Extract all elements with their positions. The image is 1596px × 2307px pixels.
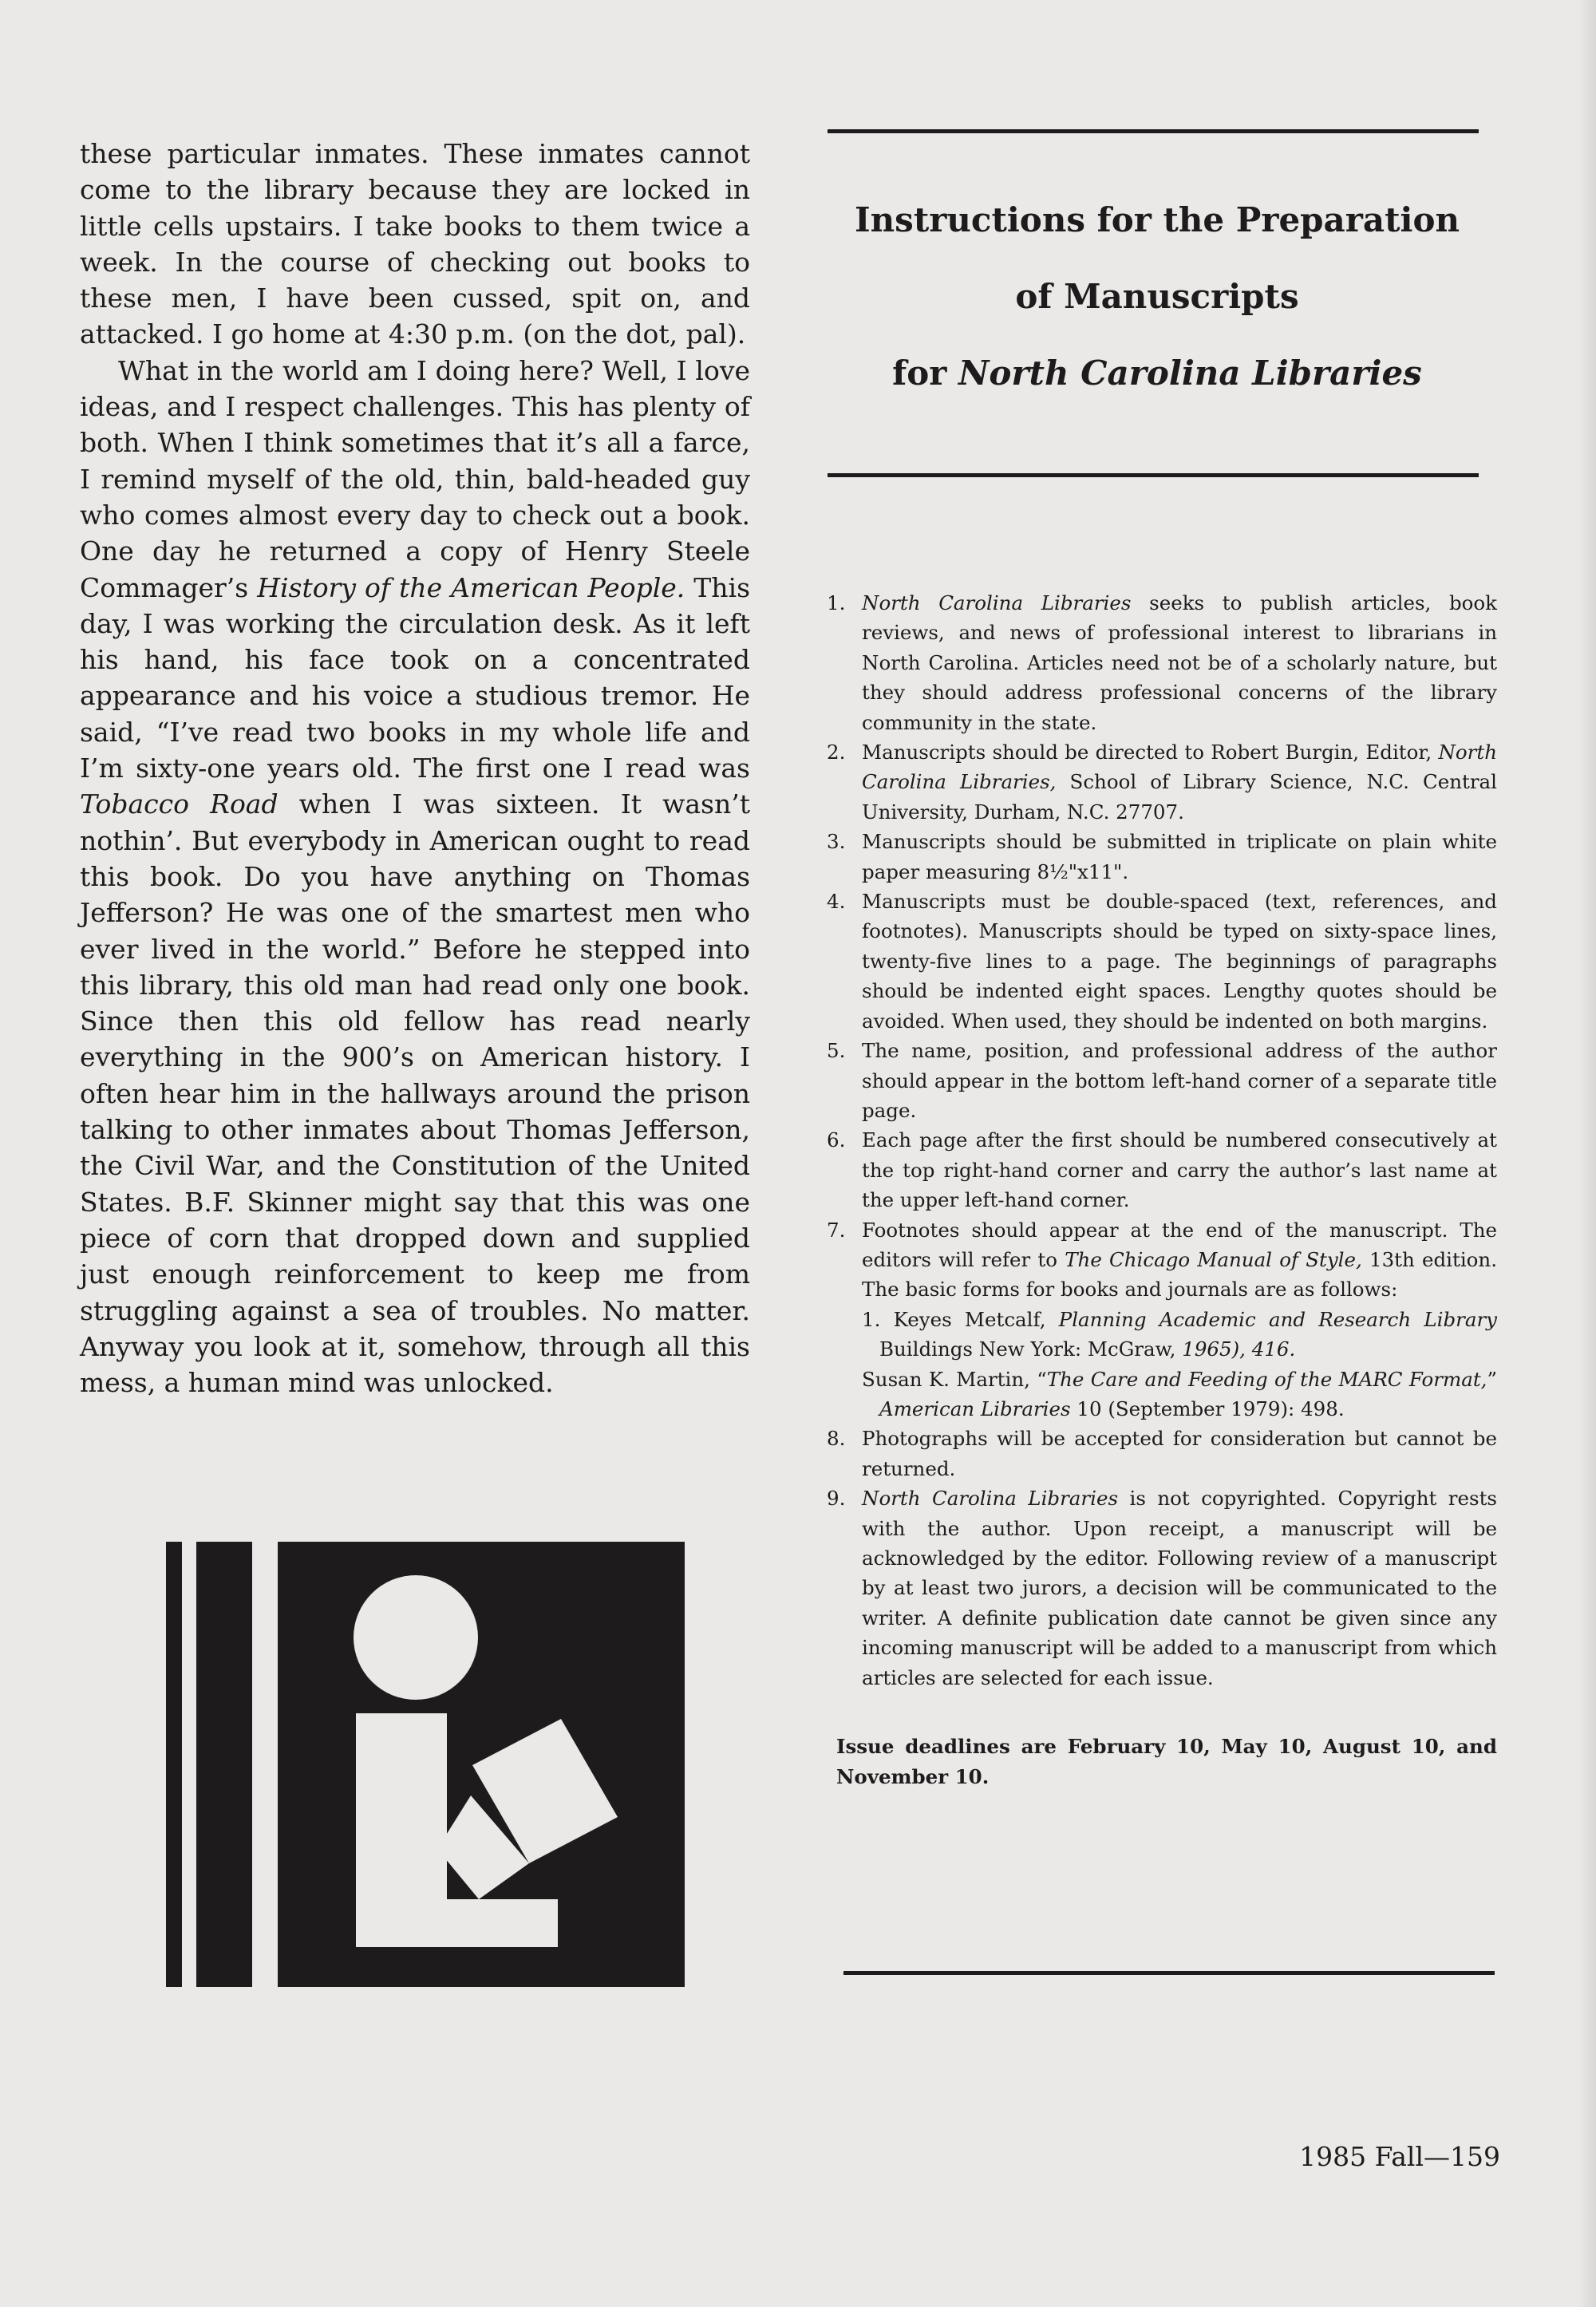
heading-line: of Manuscripts	[1015, 277, 1299, 316]
article-text: This day, I was working the circulation desk. As it left his hand, his face took on a concentrated appearance and his voice a studious tremor. He said, “I’ve read two books in my whole life and I’m sixty-one years old. The first one I read was	[80, 571, 751, 784]
item-text: Each page after the first should be numbered consecutively at the top right-hand corner and carry the author’s last name at the upper left-hand corner.	[862, 1128, 1497, 1212]
list-item	[827, 737, 1497, 827]
ref-text: 10 (September 1979): 498.	[1070, 1396, 1345, 1420]
item-number: 5.	[827, 1039, 846, 1063]
page-edge-shadow	[1578, 0, 1596, 2307]
item-number: 9.	[827, 1487, 846, 1511]
item-text: Footnotes should appear at the end of the manuscript. The editors will refer to	[862, 1218, 1497, 1271]
library-reader-icon	[166, 1542, 685, 1987]
ref-title: The Care and Feeding of the MARC Format,	[1046, 1367, 1487, 1391]
article-text: when I was sixteen. It wasn’t nothin’. But everybody in American ought to read this book. Do you have anything on Thomas Jefferson? He was one of the smartest men who ever lived in the world.” Before he stepped into this library, this old man had read only one book. Since then this old fellow has read nearly everything in the 900’s on American history. I often hear him in the hallways around the prison talking to other inmates about Thomas Jefferson, the Civil War, and the Constitution of the United States. B.F. Skinner might say that this was one piece of corn that dropped down and supplied just enough reinforcement to keep me from struggling against a sea of troubles. No matter. Anyway you look at it, somehow, through all this mess, a human mind was unlocked.	[80, 788, 750, 1399]
item-text: is not copyrighted. Copyright rests with the author. Upon receipt, a manuscript will be acknowledged by the editor. Following review of a manuscript by at least two jurors, a decision will be communicated to the writer. A definite publication date cannot be given since any incoming manuscript will be added to a manuscript from which articles are selected for each issue.	[862, 1487, 1498, 1689]
item-number: 2.	[827, 741, 846, 764]
reference-example	[862, 1365, 1497, 1424]
book-title: Tobacco Road	[80, 788, 279, 820]
list-item	[827, 887, 1497, 1036]
item-text: School of Library Science, N.C. Central University, Durham, N.C. 27707.	[862, 770, 1497, 824]
title-rule-bottom	[828, 473, 1479, 477]
item-text: Manuscripts should be directed to Robert Burgin, Editor,	[862, 741, 1439, 764]
list-item	[827, 1215, 1497, 1424]
item-number: 8.	[827, 1427, 846, 1451]
item-number: 4.	[827, 890, 846, 914]
item-number: 3.	[827, 830, 846, 854]
list-item	[827, 1483, 1497, 1693]
list-item	[827, 1424, 1497, 1483]
journal-name: North Carolina Libraries	[862, 1487, 1119, 1511]
issue-deadlines: Issue deadlines are February 10, May 10, August 10, and November 10.	[836, 1735, 1497, 1788]
list-item	[827, 827, 1497, 887]
journal-name: North Carolina Libraries	[862, 591, 1132, 614]
book-title: History of the American People.	[257, 571, 685, 603]
heading-line	[830, 335, 1484, 412]
journal-name: North Carolina Libraries	[958, 354, 1422, 393]
article-paragraph: these particular inmates. These inmates cannot come to the library because they are locked in little cells upstairs. I take books to them twice a week. In the course of checking out books to these men, I have been cussed, spit on, and attacked. I go home at 4:30 p.m. (on the dot, pal).	[80, 138, 750, 350]
item-number: 6.	[827, 1128, 846, 1152]
item-text: Manuscripts must be double-spaced (text, references, and footnotes). Manuscripts should be typed on sixty-space lines, twenty-five lines to a page. The beginnings of paragraphs should be indented eight spaces. Lengthy quotes should be avoided. When used, they should be indented on both margins.	[862, 890, 1497, 1033]
ref-text: ”	[1487, 1367, 1497, 1391]
ref-text: 1965), 416.	[1182, 1337, 1296, 1361]
ref-text: 1. Keyes Metcalf,	[862, 1307, 1059, 1331]
ref-journal: American Libraries	[879, 1396, 1071, 1420]
instructions-list	[827, 588, 1497, 1693]
ref-title: Planning Academic and Research Library	[1058, 1307, 1497, 1331]
list-item	[827, 588, 1497, 737]
article-paragraph	[80, 353, 750, 1401]
journal-name: North Carolina Libraries,	[862, 741, 1497, 794]
section-rule-bottom	[843, 1971, 1495, 1975]
item-text: Photographs will be accepted for consideration but cannot be returned.	[862, 1427, 1497, 1480]
style-guide-title: The Chicago Manual of Style,	[1065, 1247, 1362, 1271]
item-number: 1.	[827, 591, 846, 614]
list-item	[827, 1125, 1497, 1215]
page-folio: 1985 Fall—159	[1299, 2141, 1500, 2172]
item-text: seeks to publish articles, book reviews, and news of professional interest to librarians in North Carolina. Articles need not be of a scholarly nature, but they should address professional concerns of the library community in the state.	[862, 591, 1498, 734]
item-text: The name, position, and professional address of the author should appear in the bottom left-hand corner of a separate title page.	[862, 1039, 1497, 1122]
reference-examples	[862, 1305, 1497, 1424]
list-item	[827, 1036, 1497, 1125]
article-continuation	[80, 136, 750, 1400]
instructions-heading	[830, 182, 1484, 412]
ref-text: Buildings New York: McGraw,	[879, 1337, 1183, 1361]
reference-example	[862, 1305, 1497, 1365]
item-number: 7.	[827, 1218, 846, 1242]
item-text: Manuscripts should be submitted in triplicate on plain white paper measuring 8½"x11".	[862, 830, 1497, 883]
heading-text: for	[892, 354, 959, 393]
ref-text: Susan K. Martin, “	[862, 1367, 1047, 1391]
item-text: 13th edition. The basic forms for books and journals are as follows:	[862, 1247, 1497, 1302]
article-text: What in the world am I doing here? Well, I love ideas, and I respect challenges. This has plenty of both. When I think sometimes that it’s all a farce, I remind myself of the old, thin, bald-headed guy who comes almost every day to check out a book. One day he returned a copy of Henry Steele Commager’s	[80, 354, 750, 603]
heading-line: Instructions for the Preparation	[854, 200, 1460, 239]
title-rule-top	[828, 129, 1479, 133]
